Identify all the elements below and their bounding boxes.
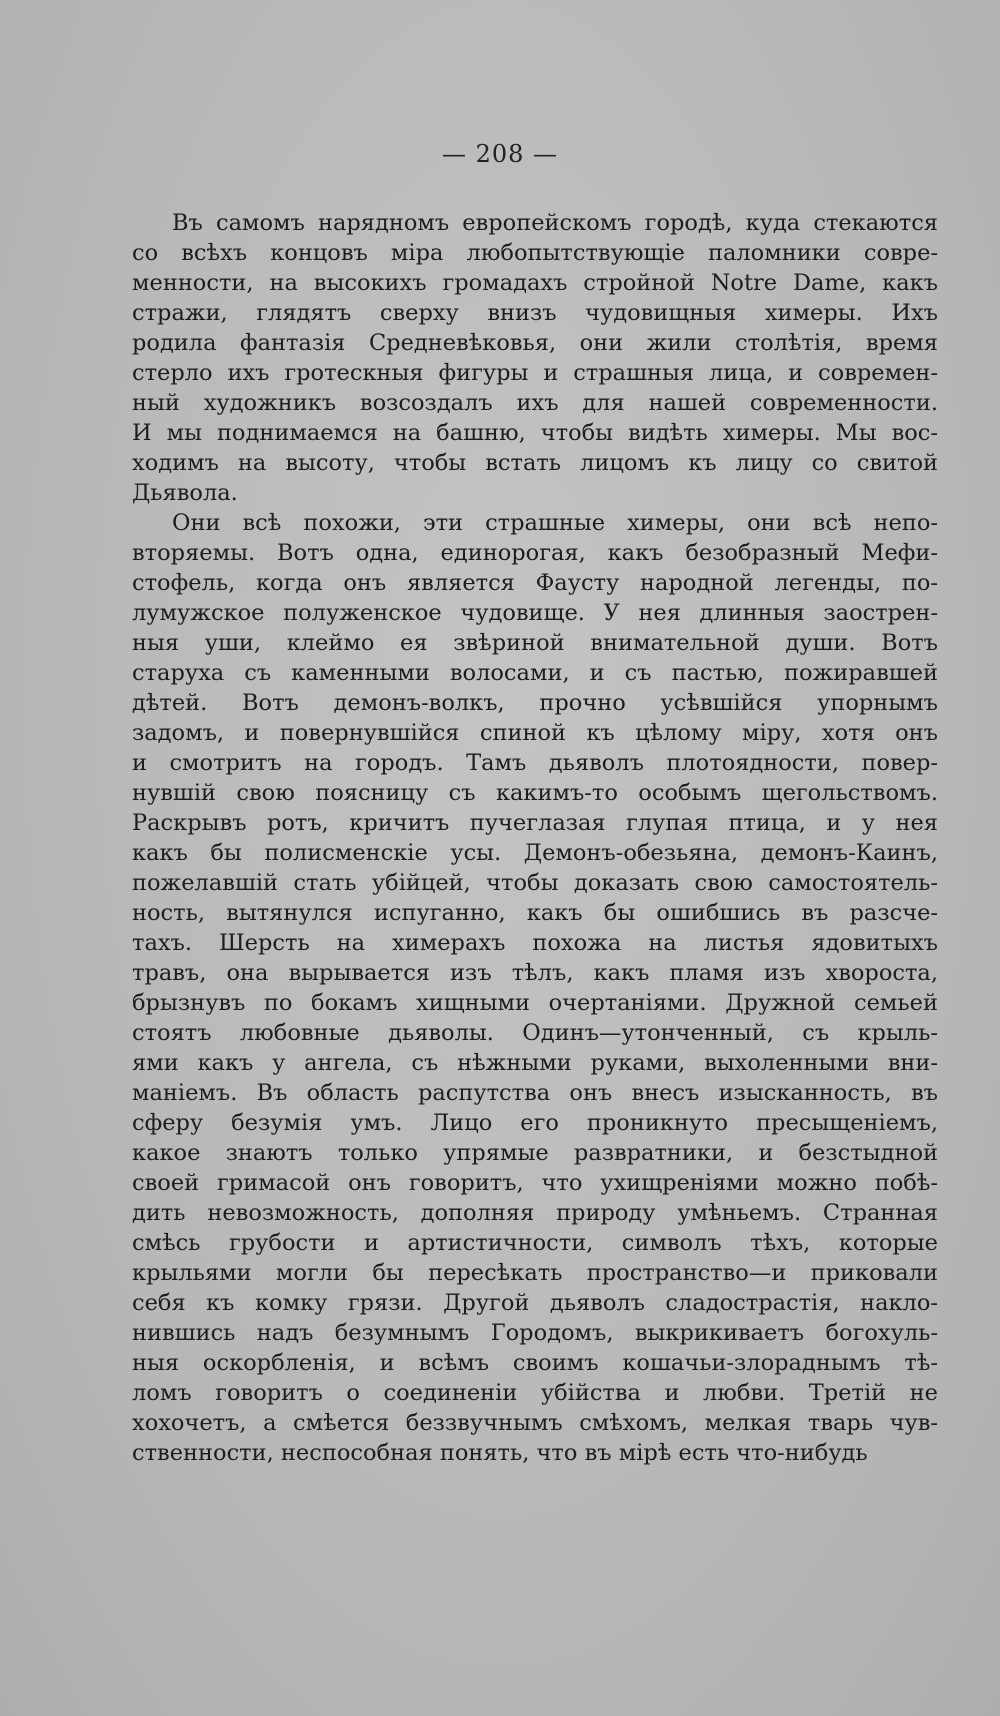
text-line: какъ бы полисменскіе усы. Демонъ-обезьяна, демонъ-Каинъ, bbox=[132, 840, 938, 866]
text-line: со всѣхъ концовъ міра любопытствующіе паломники совре- bbox=[132, 240, 938, 266]
text-line: нившись надъ безумнымъ Городомъ, выкрикиваетъ богохуль- bbox=[132, 1320, 938, 1346]
page-number: — 208 — bbox=[441, 140, 559, 168]
text-line: нувшій свою поясницу съ какимъ-то особымъ щегольствомъ. bbox=[132, 780, 938, 806]
text-line: Раскрывъ ротъ, кричитъ пучеглазая глупая птица, и у нея bbox=[132, 810, 938, 836]
text-line: ный художникъ возсоздалъ ихъ для нашей современности. bbox=[132, 390, 938, 416]
text-line: И мы поднимаемся на башню, чтобы видѣть химеры. Мы вос- bbox=[132, 420, 938, 446]
text-line: стерло ихъ гротескныя фигуры и страшныя лица, и современ- bbox=[132, 360, 938, 386]
text-line: хохочетъ, а смѣется беззвучнымъ смѣхомъ, мелкая тварь чув- bbox=[132, 1410, 938, 1436]
text-body bbox=[132, 208, 938, 1468]
text-line: ственности, неспособная понять, что въ мірѣ есть что-нибудь bbox=[132, 1440, 868, 1466]
text-line: сферу безумія умъ. Лицо его проникнуто пресыщеніемъ, bbox=[132, 1110, 938, 1136]
text-line: пожелавшій стать убійцей, чтобы доказать свою самостоятель- bbox=[132, 870, 938, 896]
text-line: маніемъ. Въ область распутства онъ внесъ изысканность, въ bbox=[132, 1080, 938, 1106]
paragraph bbox=[132, 208, 938, 508]
text-line: родила фантазія Средневѣковья, они жили столѣтія, время bbox=[132, 330, 938, 356]
text-line: брызнувъ по бокамъ хищными очертаніями. Дружной семьей bbox=[132, 990, 938, 1016]
text-line: смѣсь грубости и артистичности, символъ тѣхъ, которые bbox=[132, 1230, 938, 1256]
text-line: задомъ, и повернувшійся спиной къ цѣлому міру, хотя онъ bbox=[132, 720, 938, 746]
text-line: травъ, она вырывается изъ тѣлъ, какъ пламя изъ хвороста, bbox=[132, 960, 938, 986]
text-line: ями какъ у ангела, съ нѣжными руками, выхоленными вни- bbox=[132, 1050, 938, 1076]
text-line: Въ самомъ нарядномъ европейскомъ городѣ, куда стекаются bbox=[172, 210, 938, 236]
text-line: стоятъ любовные дьяволы. Одинъ—утонченный, съ крыль- bbox=[132, 1020, 938, 1046]
text-line: старуха съ каменными волосами, и съ пастью, пожиравшей bbox=[132, 660, 938, 686]
text-line: крыльями могли бы пересѣкать пространство—и приковали bbox=[132, 1260, 938, 1286]
text-line: Дьявола. bbox=[132, 480, 238, 506]
text-line: своей гримасой онъ говоритъ, что ухищреніями можно побѣ- bbox=[132, 1170, 938, 1196]
text-line: лумужское полуженское чудовище. У нея длинныя заострен- bbox=[132, 600, 938, 626]
text-line: какое знаютъ только упрямые развратники, и безстыдной bbox=[132, 1140, 938, 1166]
text-line: тахъ. Шерсть на химерахъ похожа на листья ядовитыхъ bbox=[132, 930, 938, 956]
text-line: ныя уши, клеймо ея звѣриной внимательной души. Вотъ bbox=[132, 630, 938, 656]
text-line: дѣтей. Вотъ демонъ-волкъ, прочно усѣвшійся упорнымъ bbox=[132, 690, 938, 716]
text-line: стофель, когда онъ является Фаусту народной легенды, по- bbox=[132, 570, 938, 596]
text-line: стражи, глядятъ сверху внизъ чудовищныя химеры. Ихъ bbox=[132, 300, 938, 326]
text-line: вторяемы. Вотъ одна, единорогая, какъ безобразный Мефи- bbox=[132, 540, 938, 566]
text-line: Они всѣ похожи, эти страшные химеры, они всѣ непо- bbox=[172, 510, 938, 536]
text-line: ломъ говоритъ о соединеніи убійства и любви. Третій не bbox=[132, 1380, 938, 1406]
text-line: ныя оскорбленія, и всѣмъ своимъ кошачьи-злораднымъ тѣ- bbox=[132, 1350, 938, 1376]
text-line: ность, вытянулся испуганно, какъ бы ошибшись въ разсче- bbox=[132, 900, 938, 926]
text-line: себя къ комку грязи. Другой дьяволъ сладострастія, накло- bbox=[132, 1290, 938, 1316]
text-line: менности, на высокихъ громадахъ стройной Notre Dame, какъ bbox=[132, 270, 938, 296]
paragraph bbox=[132, 508, 938, 1468]
text-line: и смотритъ на городъ. Тамъ дьяволъ плотоядности, повер- bbox=[132, 750, 938, 776]
text-line: дить невозможность, дополняя природу умѣньемъ. Странная bbox=[132, 1200, 938, 1226]
text-line: ходимъ на высоту, чтобы встать лицомъ къ лицу со свитой bbox=[132, 450, 938, 476]
